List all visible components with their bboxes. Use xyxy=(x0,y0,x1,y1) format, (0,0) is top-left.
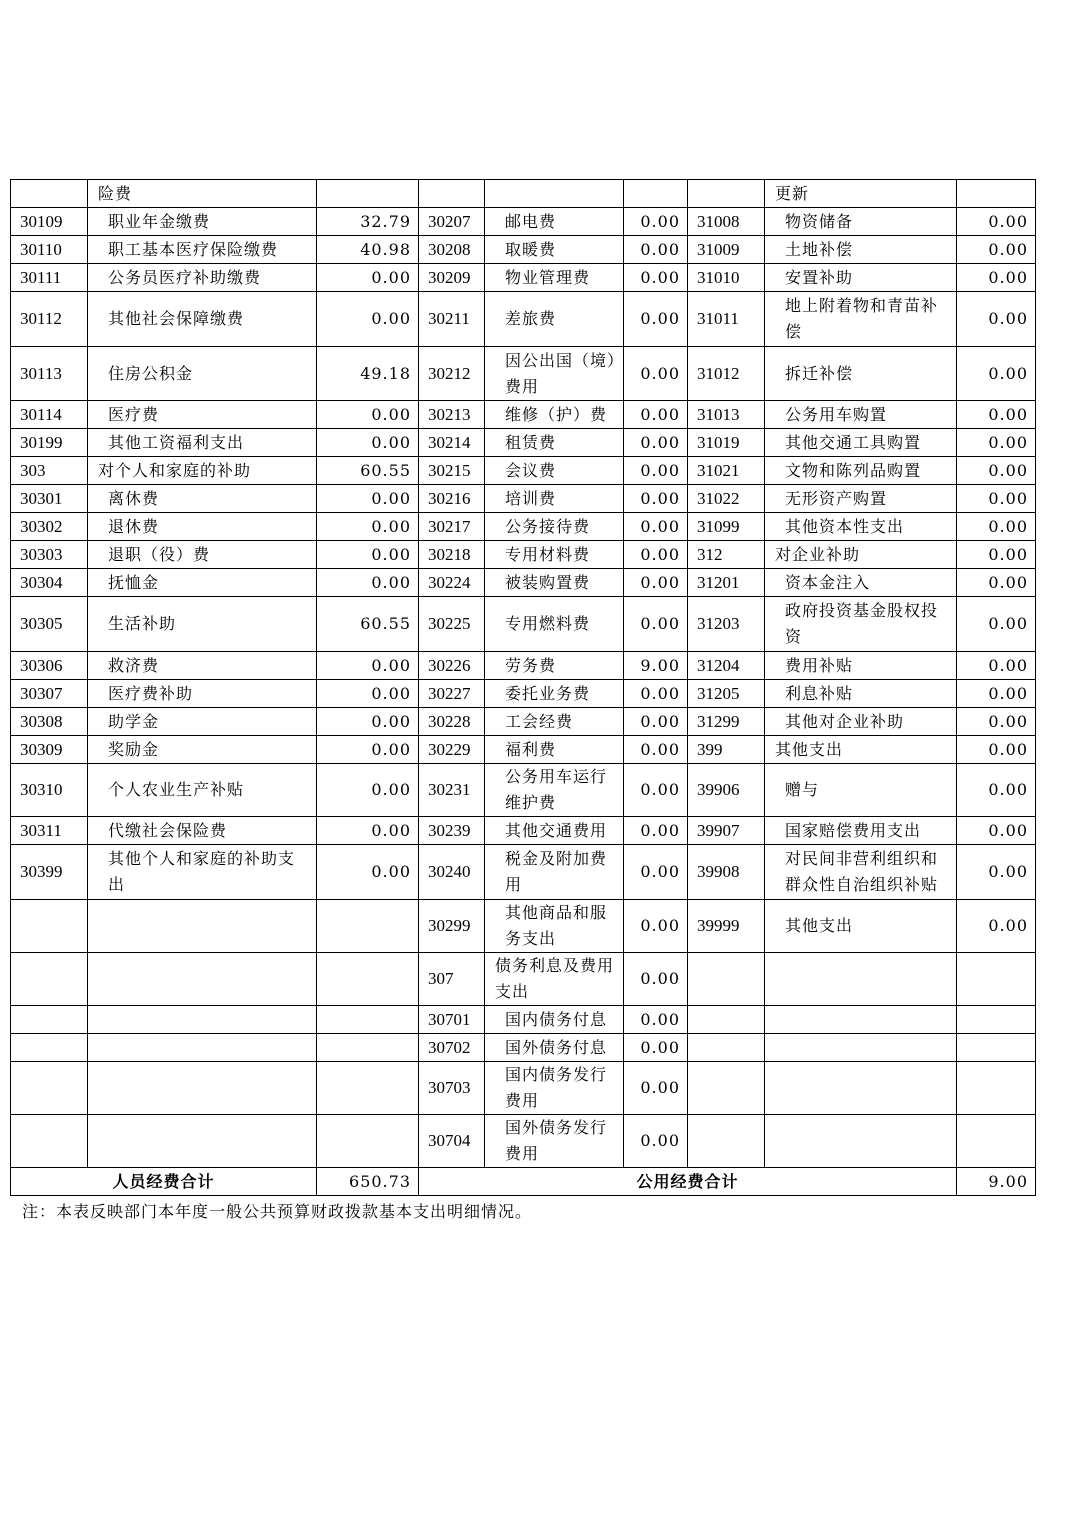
group3-name-cell: 赠与 xyxy=(765,764,957,817)
group3-amount-cell xyxy=(957,1006,1036,1034)
group1-amount-cell: 0.00 xyxy=(317,652,419,680)
table-row xyxy=(11,236,1036,264)
group3-name-cell: 政府投资基金股权投资 xyxy=(765,597,957,652)
group2-amount-cell: 0.00 xyxy=(624,597,688,652)
group2-name-cell: 公务用车运行维护费 xyxy=(485,764,624,817)
group2-name-cell: 劳务费 xyxy=(485,652,624,680)
group1-name-cell: 对个人和家庭的补助 xyxy=(88,457,317,485)
group3-name-cell: 文物和陈列品购置 xyxy=(765,457,957,485)
group2-name-cell: 国外债务发行费用 xyxy=(485,1115,624,1168)
group2-amount-cell: 0.00 xyxy=(624,541,688,569)
group2-name-cell: 债务利息及费用支出 xyxy=(485,953,624,1006)
group2-name-cell xyxy=(485,180,624,208)
group3-amount-cell: 0.00 xyxy=(957,817,1036,845)
group3-amount-cell: 0.00 xyxy=(957,208,1036,236)
group1-code-cell: 30110 xyxy=(11,236,88,264)
group2-amount-cell: 0.00 xyxy=(624,236,688,264)
group3-amount-cell: 0.00 xyxy=(957,652,1036,680)
group2-amount-cell: 0.00 xyxy=(624,264,688,292)
group2-code-cell: 30240 xyxy=(419,845,485,900)
group3-name-cell: 其他资本性支出 xyxy=(765,513,957,541)
table-row xyxy=(11,292,1036,347)
group2-amount-cell: 9.00 xyxy=(624,652,688,680)
group3-code-cell: 31010 xyxy=(688,264,765,292)
group2-name-cell: 其他交通费用 xyxy=(485,817,624,845)
group3-code-cell: 31013 xyxy=(688,401,765,429)
group1-code-cell: 30113 xyxy=(11,347,88,401)
group2-name-cell: 培训费 xyxy=(485,485,624,513)
group2-amount-cell: 0.00 xyxy=(624,513,688,541)
table-row xyxy=(11,1006,1036,1034)
group3-name-cell xyxy=(765,1115,957,1168)
group2-name-cell: 取暖费 xyxy=(485,236,624,264)
group3-amount-cell: 0.00 xyxy=(957,457,1036,485)
group1-amount-cell: 0.00 xyxy=(317,569,419,597)
group2-code-cell: 30207 xyxy=(419,208,485,236)
group3-code-cell: 31022 xyxy=(688,485,765,513)
group2-code-cell: 30214 xyxy=(419,429,485,457)
group1-code-cell: 30311 xyxy=(11,817,88,845)
group1-amount-cell: 0.00 xyxy=(317,513,419,541)
table-row xyxy=(11,680,1036,708)
group3-amount-cell: 0.00 xyxy=(957,736,1036,764)
group1-amount-cell xyxy=(317,180,419,208)
group3-code-cell: 39908 xyxy=(688,845,765,900)
group3-code-cell xyxy=(688,1034,765,1062)
group2-code-cell: 30227 xyxy=(419,680,485,708)
group2-code-cell: 30225 xyxy=(419,597,485,652)
group1-code-cell: 30302 xyxy=(11,513,88,541)
group1-name-cell: 退休费 xyxy=(88,513,317,541)
group2-code-cell: 30212 xyxy=(419,347,485,401)
group2-amount-cell: 0.00 xyxy=(624,292,688,347)
group2-name-cell: 公务接待费 xyxy=(485,513,624,541)
group1-amount-cell: 49.18 xyxy=(317,347,419,401)
group1-amount-cell: 0.00 xyxy=(317,264,419,292)
group1-amount-cell: 40.98 xyxy=(317,236,419,264)
group3-name-cell: 费用补贴 xyxy=(765,652,957,680)
group3-name-cell xyxy=(765,1006,957,1034)
table-row xyxy=(11,953,1036,1006)
group2-code-cell: 30213 xyxy=(419,401,485,429)
group1-name-cell: 代缴社会保险费 xyxy=(88,817,317,845)
group3-amount-cell: 0.00 xyxy=(957,264,1036,292)
group3-code-cell: 39906 xyxy=(688,764,765,817)
group3-name-cell: 物资储备 xyxy=(765,208,957,236)
table-body xyxy=(11,180,1036,1168)
table-row xyxy=(11,429,1036,457)
group1-amount-cell: 0.00 xyxy=(317,845,419,900)
group2-name-cell: 会议费 xyxy=(485,457,624,485)
group1-code-cell: 30308 xyxy=(11,708,88,736)
table-row xyxy=(11,736,1036,764)
group2-name-cell: 邮电费 xyxy=(485,208,624,236)
group1-name-cell: 险费 xyxy=(88,180,317,208)
group2-amount-cell: 0.00 xyxy=(624,817,688,845)
group3-code-cell: 399 xyxy=(688,736,765,764)
group2-code-cell: 30211 xyxy=(419,292,485,347)
group2-name-cell: 福利费 xyxy=(485,736,624,764)
group3-code-cell: 31019 xyxy=(688,429,765,457)
group2-code-cell: 30229 xyxy=(419,736,485,764)
group3-name-cell: 其他支出 xyxy=(765,736,957,764)
group3-code-cell xyxy=(688,953,765,1006)
group1-amount-cell: 0.00 xyxy=(317,736,419,764)
group1-name-cell: 奖励金 xyxy=(88,736,317,764)
group3-code-cell: 39907 xyxy=(688,817,765,845)
group2-code-cell: 30217 xyxy=(419,513,485,541)
group3-amount-cell xyxy=(957,1034,1036,1062)
group3-amount-cell: 0.00 xyxy=(957,236,1036,264)
group2-code-cell: 30239 xyxy=(419,817,485,845)
group1-code-cell: 30310 xyxy=(11,764,88,817)
group1-name-cell: 医疗费 xyxy=(88,401,317,429)
group1-code-cell: 303 xyxy=(11,457,88,485)
group3-name-cell: 土地补偿 xyxy=(765,236,957,264)
group1-code-cell: 30304 xyxy=(11,569,88,597)
group1-code-cell: 30306 xyxy=(11,652,88,680)
group2-name-cell: 工会经费 xyxy=(485,708,624,736)
group3-amount-cell: 0.00 xyxy=(957,680,1036,708)
group2-name-cell: 国内债务发行费用 xyxy=(485,1062,624,1115)
group2-name-cell: 被装购置费 xyxy=(485,569,624,597)
group1-code-cell xyxy=(11,900,88,953)
group1-code-cell: 30305 xyxy=(11,597,88,652)
group2-code-cell: 30231 xyxy=(419,764,485,817)
group3-code-cell xyxy=(688,1006,765,1034)
group1-amount-cell xyxy=(317,1115,419,1168)
table-row xyxy=(11,652,1036,680)
group3-name-cell: 安置补助 xyxy=(765,264,957,292)
group3-amount-cell xyxy=(957,1115,1036,1168)
group1-amount-cell xyxy=(317,1062,419,1115)
group1-code-cell xyxy=(11,1034,88,1062)
personnel-total-value: 650.73 xyxy=(317,1168,419,1196)
group3-name-cell: 拆迁补偿 xyxy=(765,347,957,401)
table-row xyxy=(11,900,1036,953)
group2-code-cell: 30299 xyxy=(419,900,485,953)
group1-amount-cell: 0.00 xyxy=(317,680,419,708)
group3-amount-cell: 0.00 xyxy=(957,541,1036,569)
group3-code-cell: 31299 xyxy=(688,708,765,736)
totals-row xyxy=(11,1168,1036,1196)
group2-name-cell: 租赁费 xyxy=(485,429,624,457)
group3-name-cell: 对企业补助 xyxy=(765,541,957,569)
group1-amount-cell: 0.00 xyxy=(317,401,419,429)
group3-code-cell: 31011 xyxy=(688,292,765,347)
group3-code-cell xyxy=(688,1062,765,1115)
group2-code-cell: 30209 xyxy=(419,264,485,292)
public-total-value: 9.00 xyxy=(957,1168,1036,1196)
table-row xyxy=(11,845,1036,900)
group1-amount-cell: 60.55 xyxy=(317,457,419,485)
group1-code-cell: 30111 xyxy=(11,264,88,292)
group2-amount-cell: 0.00 xyxy=(624,900,688,953)
group1-amount-cell: 60.55 xyxy=(317,597,419,652)
group1-name-cell: 个人农业生产补贴 xyxy=(88,764,317,817)
group1-name-cell xyxy=(88,1115,317,1168)
group1-amount-cell: 0.00 xyxy=(317,708,419,736)
group3-name-cell: 国家赔偿费用支出 xyxy=(765,817,957,845)
table-row xyxy=(11,401,1036,429)
group2-code-cell: 30224 xyxy=(419,569,485,597)
group1-name-cell: 住房公积金 xyxy=(88,347,317,401)
group1-code-cell: 30399 xyxy=(11,845,88,900)
group3-name-cell: 对民间非营利组织和群众性自治组织补贴 xyxy=(765,845,957,900)
group3-name-cell: 其他对企业补助 xyxy=(765,708,957,736)
expenditure-detail-table xyxy=(10,179,1036,1196)
group2-name-cell: 物业管理费 xyxy=(485,264,624,292)
group3-amount-cell: 0.00 xyxy=(957,513,1036,541)
group2-name-cell: 税金及附加费用 xyxy=(485,845,624,900)
group2-name-cell: 维修（护）费 xyxy=(485,401,624,429)
group3-amount-cell: 0.00 xyxy=(957,569,1036,597)
group2-name-cell: 专用燃料费 xyxy=(485,597,624,652)
group2-amount-cell: 0.00 xyxy=(624,1115,688,1168)
group2-code-cell: 30216 xyxy=(419,485,485,513)
group2-code-cell: 30702 xyxy=(419,1034,485,1062)
group3-amount-cell: 0.00 xyxy=(957,764,1036,817)
group3-amount-cell: 0.00 xyxy=(957,429,1036,457)
group3-amount-cell: 0.00 xyxy=(957,708,1036,736)
group2-name-cell: 专用材料费 xyxy=(485,541,624,569)
table-row xyxy=(11,208,1036,236)
group3-name-cell: 公务用车购置 xyxy=(765,401,957,429)
group1-amount-cell: 0.00 xyxy=(317,541,419,569)
group2-amount-cell: 0.00 xyxy=(624,1062,688,1115)
group3-code-cell: 312 xyxy=(688,541,765,569)
group2-amount-cell: 0.00 xyxy=(624,208,688,236)
group1-code-cell xyxy=(11,1115,88,1168)
group3-code-cell: 31205 xyxy=(688,680,765,708)
table-row xyxy=(11,1034,1036,1062)
group3-amount-cell: 0.00 xyxy=(957,597,1036,652)
group3-amount-cell xyxy=(957,1062,1036,1115)
group2-amount-cell: 0.00 xyxy=(624,485,688,513)
group2-amount-cell: 0.00 xyxy=(624,953,688,1006)
group1-code-cell: 30307 xyxy=(11,680,88,708)
table-row xyxy=(11,1062,1036,1115)
group2-amount-cell: 0.00 xyxy=(624,1006,688,1034)
group1-amount-cell: 0.00 xyxy=(317,485,419,513)
group2-code-cell: 30228 xyxy=(419,708,485,736)
group3-amount-cell xyxy=(957,953,1036,1006)
group3-amount-cell: 0.00 xyxy=(957,845,1036,900)
group1-name-cell xyxy=(88,1006,317,1034)
group2-amount-cell: 0.00 xyxy=(624,708,688,736)
group3-code-cell: 31012 xyxy=(688,347,765,401)
group2-name-cell: 差旅费 xyxy=(485,292,624,347)
group3-code-cell: 31201 xyxy=(688,569,765,597)
group1-name-cell: 职业年金缴费 xyxy=(88,208,317,236)
group3-code-cell: 31008 xyxy=(688,208,765,236)
table-row xyxy=(11,597,1036,652)
group1-code-cell xyxy=(11,1062,88,1115)
group3-amount-cell: 0.00 xyxy=(957,347,1036,401)
group2-name-cell: 委托业务费 xyxy=(485,680,624,708)
group1-amount-cell xyxy=(317,1006,419,1034)
group1-code-cell: 30199 xyxy=(11,429,88,457)
personnel-total-label: 人员经费合计 xyxy=(11,1168,317,1196)
group1-name-cell: 生活补助 xyxy=(88,597,317,652)
group1-amount-cell: 32.79 xyxy=(317,208,419,236)
group2-amount-cell: 0.00 xyxy=(624,347,688,401)
group1-code-cell xyxy=(11,180,88,208)
group2-code-cell: 30215 xyxy=(419,457,485,485)
group1-name-cell: 离休费 xyxy=(88,485,317,513)
group3-name-cell: 资本金注入 xyxy=(765,569,957,597)
group1-name-cell: 其他工资福利支出 xyxy=(88,429,317,457)
group2-name-cell: 其他商品和服务支出 xyxy=(485,900,624,953)
group1-name-cell: 救济费 xyxy=(88,652,317,680)
group3-amount-cell: 0.00 xyxy=(957,900,1036,953)
group3-amount-cell: 0.00 xyxy=(957,401,1036,429)
group3-code-cell: 31021 xyxy=(688,457,765,485)
group1-name-cell: 职工基本医疗保险缴费 xyxy=(88,236,317,264)
group3-name-cell: 其他交通工具购置 xyxy=(765,429,957,457)
group2-amount-cell: 0.00 xyxy=(624,1034,688,1062)
group2-code-cell: 307 xyxy=(419,953,485,1006)
group1-name-cell: 抚恤金 xyxy=(88,569,317,597)
group3-name-cell: 无形资产购置 xyxy=(765,485,957,513)
group3-code-cell: 31009 xyxy=(688,236,765,264)
public-total-label: 公用经费合计 xyxy=(419,1168,957,1196)
group3-name-cell: 利息补贴 xyxy=(765,680,957,708)
table-row xyxy=(11,347,1036,401)
group1-name-cell: 退职（役）费 xyxy=(88,541,317,569)
group1-name-cell: 助学金 xyxy=(88,708,317,736)
group2-amount-cell: 0.00 xyxy=(624,680,688,708)
group2-amount-cell: 0.00 xyxy=(624,457,688,485)
group2-code-cell: 30218 xyxy=(419,541,485,569)
group1-amount-cell xyxy=(317,953,419,1006)
group2-amount-cell: 0.00 xyxy=(624,569,688,597)
group1-name-cell xyxy=(88,1062,317,1115)
group2-code-cell xyxy=(419,180,485,208)
table-footnote: 注：本表反映部门本年度一般公共预算财政拨款基本支出明细情况。 xyxy=(22,1202,533,1221)
group2-name-cell: 因公出国（境）费用 xyxy=(485,347,624,401)
group3-name-cell: 其他支出 xyxy=(765,900,957,953)
group1-code-cell: 30112 xyxy=(11,292,88,347)
group2-amount-cell: 0.00 xyxy=(624,429,688,457)
group3-amount-cell xyxy=(957,180,1036,208)
table-row xyxy=(11,513,1036,541)
group1-amount-cell xyxy=(317,1034,419,1062)
group3-code-cell xyxy=(688,1115,765,1168)
group3-name-cell: 地上附着物和青苗补偿 xyxy=(765,292,957,347)
group1-code-cell: 30109 xyxy=(11,208,88,236)
group3-code-cell: 31099 xyxy=(688,513,765,541)
group3-code-cell xyxy=(688,180,765,208)
group3-amount-cell: 0.00 xyxy=(957,485,1036,513)
table-row xyxy=(11,264,1036,292)
group2-name-cell: 国内债务付息 xyxy=(485,1006,624,1034)
group3-name-cell xyxy=(765,1062,957,1115)
group1-code-cell: 30114 xyxy=(11,401,88,429)
group1-name-cell xyxy=(88,900,317,953)
group3-code-cell: 31204 xyxy=(688,652,765,680)
table-row xyxy=(11,457,1036,485)
group2-code-cell: 30208 xyxy=(419,236,485,264)
group2-code-cell: 30701 xyxy=(419,1006,485,1034)
group2-amount-cell: 0.00 xyxy=(624,764,688,817)
group3-name-cell: 更新 xyxy=(765,180,957,208)
group2-amount-cell: 0.00 xyxy=(624,401,688,429)
group3-name-cell xyxy=(765,953,957,1006)
group2-code-cell: 30226 xyxy=(419,652,485,680)
group1-amount-cell: 0.00 xyxy=(317,817,419,845)
group1-name-cell xyxy=(88,953,317,1006)
table-row xyxy=(11,541,1036,569)
group2-amount-cell: 0.00 xyxy=(624,845,688,900)
table-row xyxy=(11,764,1036,817)
group1-code-cell: 30301 xyxy=(11,485,88,513)
group2-code-cell: 30703 xyxy=(419,1062,485,1115)
group3-amount-cell: 0.00 xyxy=(957,292,1036,347)
group3-code-cell: 31203 xyxy=(688,597,765,652)
group1-code-cell: 30303 xyxy=(11,541,88,569)
group1-name-cell: 医疗费补助 xyxy=(88,680,317,708)
group1-name-cell: 其他社会保障缴费 xyxy=(88,292,317,347)
table-row xyxy=(11,180,1036,208)
group1-amount-cell xyxy=(317,900,419,953)
group2-name-cell: 国外债务付息 xyxy=(485,1034,624,1062)
table-row xyxy=(11,817,1036,845)
group2-amount-cell xyxy=(624,180,688,208)
group1-name-cell: 公务员医疗补助缴费 xyxy=(88,264,317,292)
group2-amount-cell: 0.00 xyxy=(624,736,688,764)
table-row xyxy=(11,485,1036,513)
group1-amount-cell: 0.00 xyxy=(317,764,419,817)
group1-amount-cell: 0.00 xyxy=(317,429,419,457)
group1-name-cell: 其他个人和家庭的补助支出 xyxy=(88,845,317,900)
table-row xyxy=(11,1115,1036,1168)
group2-code-cell: 30704 xyxy=(419,1115,485,1168)
group3-code-cell: 39999 xyxy=(688,900,765,953)
group1-name-cell xyxy=(88,1034,317,1062)
group1-amount-cell: 0.00 xyxy=(317,292,419,347)
table-row xyxy=(11,708,1036,736)
group1-code-cell xyxy=(11,953,88,1006)
group1-code-cell xyxy=(11,1006,88,1034)
table-row xyxy=(11,569,1036,597)
group1-code-cell: 30309 xyxy=(11,736,88,764)
group3-name-cell xyxy=(765,1034,957,1062)
